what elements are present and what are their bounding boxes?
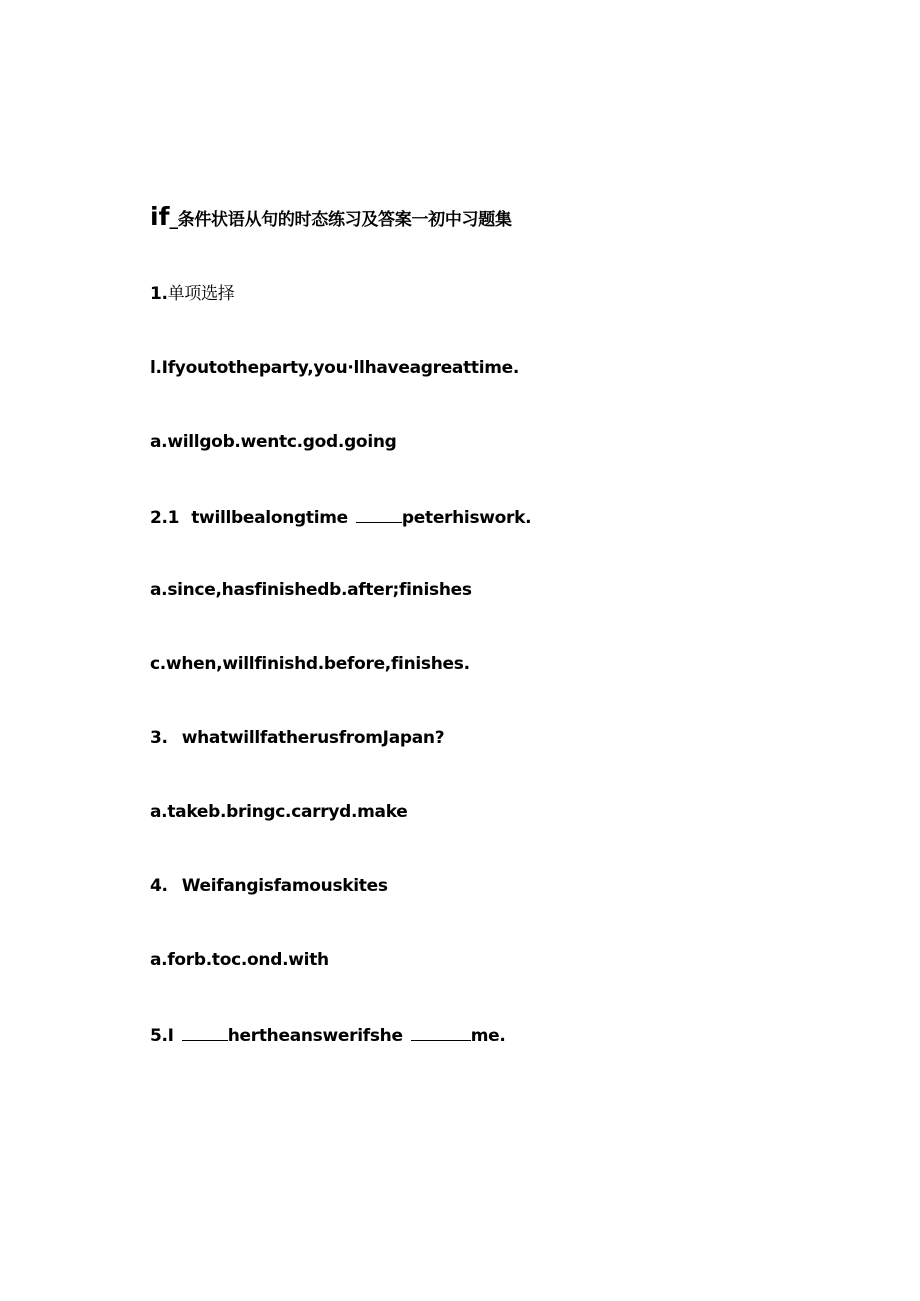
question-1: l.Ifyoutotheparty,you·llhaveagreattime. [150,358,520,378]
question-4 [150,876,388,896]
answer-blank [182,1024,228,1041]
document-title [150,202,512,231]
question-2 [150,506,531,528]
question-5-text-b: me. [470,1026,506,1046]
question-1-options: a.willgob.wentc.god.going [150,432,397,452]
question-4-options: a.forb.toc.ond.with [150,950,329,970]
question-4-number: 4. [150,876,168,896]
question-3 [150,728,444,748]
question-3-number: 3. [150,728,168,748]
section-label: 单项选择 [167,284,235,304]
question-2-text-b: peterhiswork. [401,508,532,528]
question-3-options: a.takeb.bringc.carryd.make [150,802,408,822]
section-heading [150,284,235,304]
question-5-text-a: hertheanswerifshe [227,1026,403,1046]
question-3-text: whatwillfatherusfromJapan? [181,728,445,748]
question-2-options-1: a.since,hasfinishedb.after;finishes [150,580,472,600]
question-4-text: Weifangisfamouskites [181,876,388,896]
title-text: _条件状语从句的时态练习及答案一初中习题集 [169,210,512,230]
question-5 [150,1024,506,1046]
answer-blank [411,1024,471,1041]
question-5-number: 5.I [150,1026,174,1046]
question-2-number: 2.1 [150,508,180,528]
section-number: 1. [150,284,168,304]
title-prefix: if [150,202,170,231]
answer-blank [356,506,402,523]
question-2-text-a: twillbealongtime [191,508,348,528]
question-2-options-2: c.when,willfinishd.before,finishes. [150,654,470,674]
